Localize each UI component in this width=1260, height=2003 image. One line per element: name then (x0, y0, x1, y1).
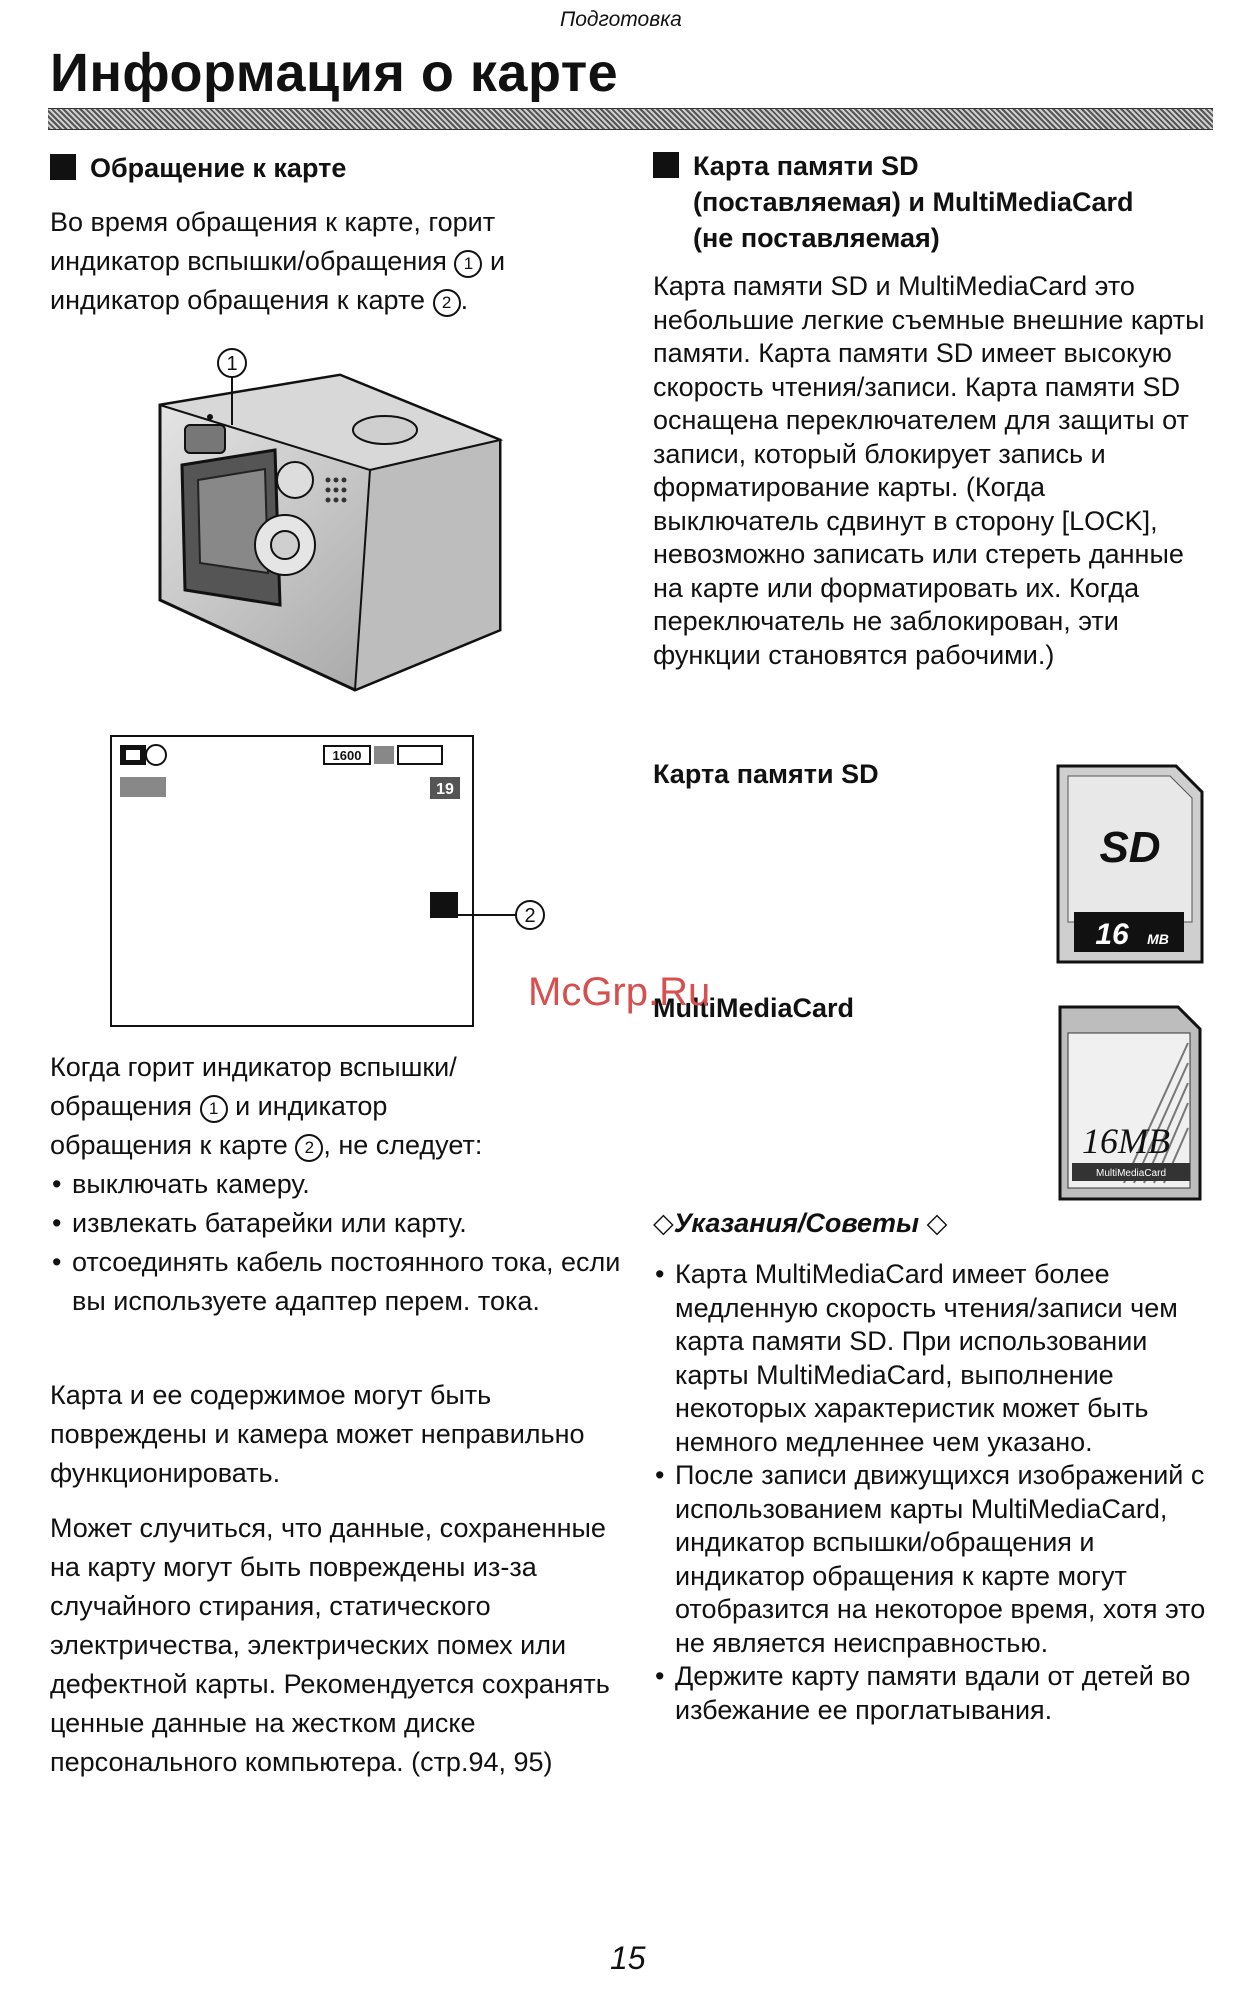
tips-list (653, 1258, 1213, 1727)
right-heading: Карта памяти SD (поставляемая) и MultiMediaCard (не поставляемая) (653, 148, 1213, 256)
sd-logo-icon: SD (1099, 823, 1161, 872)
quality-icon (374, 746, 394, 764)
heading-square-icon (653, 152, 679, 178)
card-access-indicator (430, 892, 458, 918)
watermark: McGrp.Ru (528, 970, 711, 1014)
list-item: • После записи движущихся изображений с использованием карты MultiMediaCard, индикатор вспышки/обращения и индикатор обращения к карте могут отобразится на некоторое время, хотя это не является неисправностью. (653, 1459, 1213, 1660)
marker-2-icon: 2 (433, 289, 461, 317)
sd-capacity-unit: MB (1147, 931, 1169, 947)
title-rule (48, 108, 1213, 130)
picture-count: 19 (436, 781, 454, 798)
svg-text:2: 2 (524, 905, 536, 927)
page-title: Информация о карте (50, 43, 619, 103)
list-item: • Карта MultiMediaCard имеет более медленную скорость чтения/записи чем карта памяти SD. При использовании карты MultiMediaCard, выполнение некоторых характеристик может быть немного медленнее чем указано. (653, 1258, 1213, 1459)
section-label: Подготовка (560, 8, 682, 31)
lcd-screen-diagram (110, 735, 474, 1027)
mmc-card-image (1054, 1003, 1204, 1203)
callout-1-label: 1 (226, 353, 238, 375)
marker-1-icon: 1 (454, 250, 482, 278)
iso-value: 1600 (332, 748, 362, 763)
flash-mode-icon (146, 745, 166, 765)
warning-list (50, 1165, 630, 1321)
diamond-icon: ◇ (926, 1208, 948, 1238)
callout-2 (456, 895, 556, 935)
sd-card-label: Карта памяти SD (653, 759, 879, 789)
intro-paragraph: Во время обращения к карте, горит индикатор вспышки/обращения 1 и индикатор обращения к карте 2 . (50, 207, 506, 315)
marker-2-icon: 2 (295, 1134, 323, 1162)
sd-card-image (1052, 762, 1207, 967)
data-loss-paragraph: Может случиться, что данные, сохраненные на карту могут быть повреждены из-за случайного стирания, статического электричества, электрических помех или дефектной карты. Рекомендуется сохранять ценные данные на жестком диске персонального компьютера. (стр.94, 95) (50, 1513, 610, 1777)
battery-icon (398, 746, 442, 764)
cards-description: Карта памяти SD и MultiMediaCard это небольшие легкие съемные внешние карты памяти. Карта памяти SD имеет высокую скорость чтения/записи. Карта памяти SD оснащена переключателем для защиты от записи, который блокирует запись и форматирование карты. (Когда выключатель сдвинут в сторону [LOCK], невозможно записать или стереть данные на карте или форматировать их. Когда переключатель не заблокирован, эти функции становятся рабочими.) (653, 271, 1205, 670)
sd-capacity: 16 (1095, 918, 1129, 951)
mmc-label: MultiMediaCard (653, 993, 855, 1023)
tips-heading: ◇Указания/Советы ◇ (653, 1208, 948, 1238)
diamond-icon: ◇ (653, 1208, 674, 1238)
list-item: • выключать камеру. (50, 1165, 630, 1204)
mmc-capacity: 16MB (1082, 1121, 1170, 1161)
mmc-brand: MultiMediaCard (1095, 1168, 1167, 1179)
list-item: • Держите карту памяти вдали от детей во избежание ее проглатывания. (653, 1660, 1213, 1727)
warning-paragraph: Когда горит индикатор вспышки/ обращения 1 и индикатор обращения к карте 2 , не следует: • выключать камеру. • извлекать батарейки или карту. • отсоединять кабель постоянного тока, если вы используете адаптер перем. тока. (50, 1048, 630, 1321)
list-item: • извлекать батарейки или карту. (50, 1204, 630, 1243)
stabilizer-icon (120, 777, 166, 797)
left-heading: Обращение к карте (50, 150, 346, 186)
heading-square-icon (50, 154, 76, 180)
list-item: • отсоединять кабель постоянного тока, если вы используете адаптер перем. тока. (50, 1243, 630, 1321)
page-number: 15 (610, 1940, 646, 1976)
damage-paragraph: Карта и ее содержимое могут быть повреждены и камера может неправильно функционировать. (50, 1380, 585, 1488)
camera-illustration (140, 345, 520, 695)
marker-1-icon: 1 (200, 1095, 228, 1123)
